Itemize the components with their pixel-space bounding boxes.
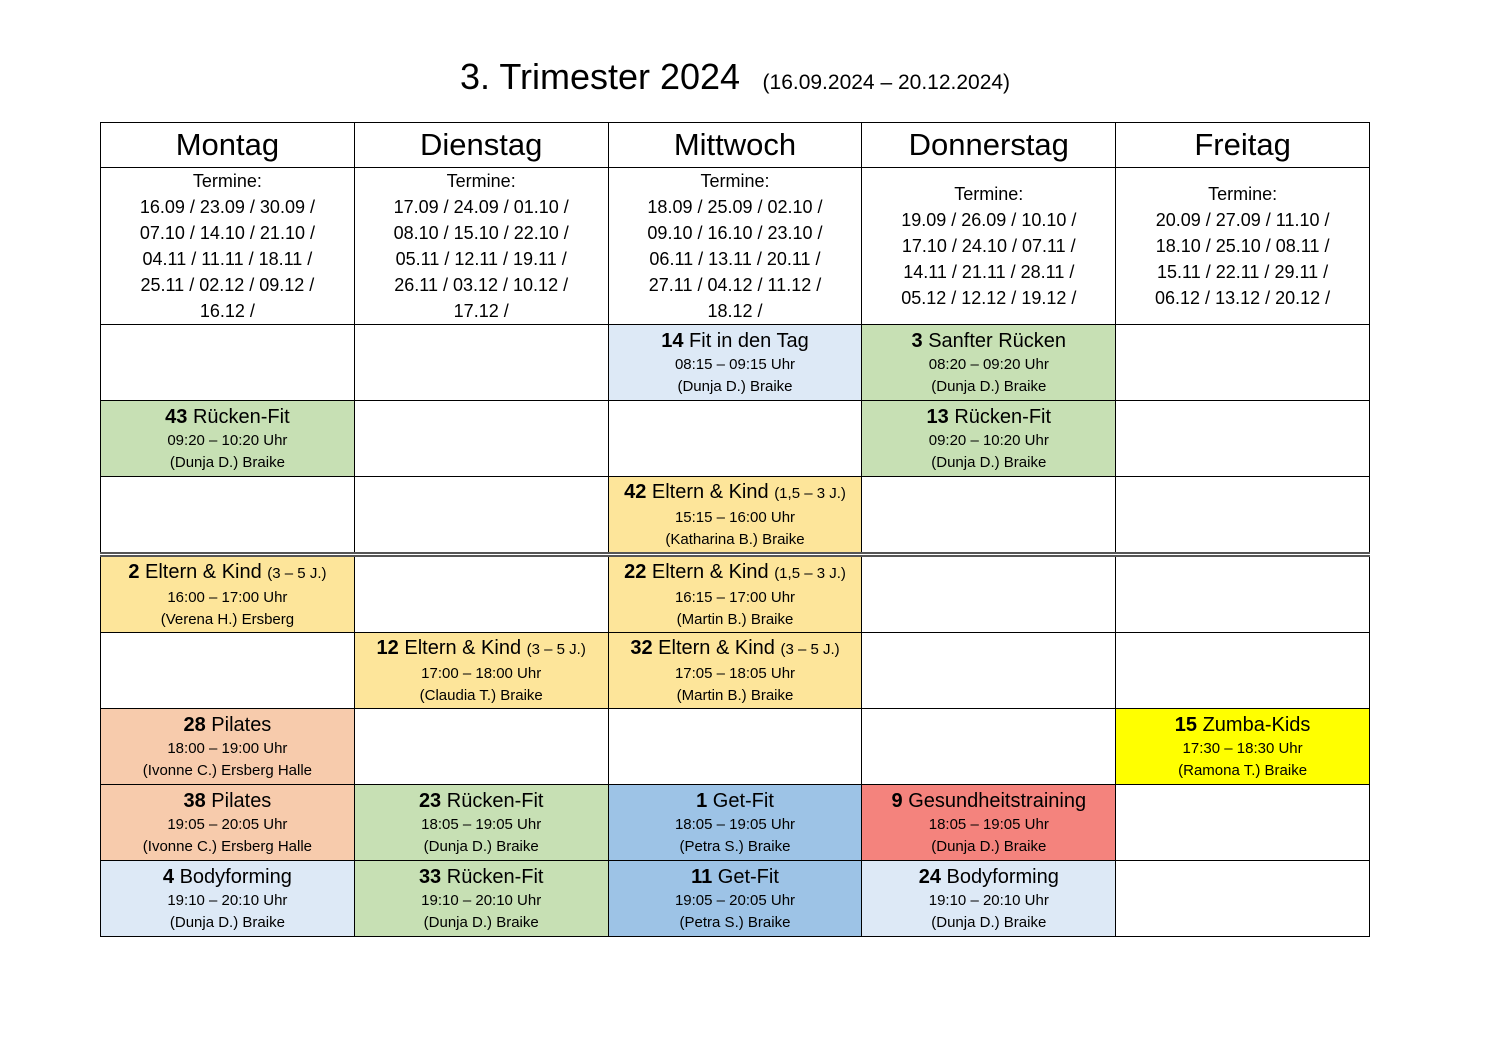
course-title — [101, 712, 354, 738]
course-instructor: (Dunja D.) Braike — [677, 377, 793, 395]
empty-slot-cell — [354, 709, 608, 785]
dates-cell-dienstag — [354, 168, 608, 325]
course-name: Pilates — [211, 713, 272, 736]
course-time: 19:05 – 20:05 Uhr — [674, 891, 796, 909]
course-cell — [608, 477, 862, 555]
course-cell — [354, 633, 608, 709]
dates-list: 16.09 / 23.09 / 30.09 / 07.10 / 14.10 / 21.10 / 04.11 / 11.11 / 18.11 / 25.11 / 02.12 / 09.12 / 16.12 / — [139, 197, 315, 321]
course-title — [609, 559, 862, 587]
empty-slot-cell — [1116, 555, 1370, 633]
course-cell — [101, 401, 355, 477]
dates-list: 20.09 / 27.09 / 11.10 / 18.10 / 25.10 / 08.11 / 15.11 / 22.11 / 29.11 / 06.12 / 13.12 / 20.12 / — [1155, 210, 1331, 308]
course-time: 18:00 – 19:00 Uhr — [167, 739, 288, 757]
course-time: 19:05 – 20:05 Uhr — [167, 815, 288, 833]
empty-slot-cell — [862, 633, 1116, 709]
dates-list: 18.09 / 25.09 / 02.10 / 09.10 / 16.10 / 23.10 / 06.11 / 13.11 / 20.11 / 27.11 / 04.12 / 11.12 / 18.12 / — [647, 197, 823, 321]
course-number: 1 — [696, 789, 708, 812]
trimester-title: 3. Trimester 2024 — [459, 56, 741, 97]
course-time: 17:05 – 18:05 Uhr — [674, 664, 796, 682]
empty-slot-cell — [354, 401, 608, 477]
time-slot-row — [101, 477, 1370, 555]
dates-label: Termine: — [446, 171, 516, 191]
course-number: 33 — [418, 865, 442, 888]
course-name: Bodyforming — [946, 865, 1059, 888]
course-cell — [608, 785, 862, 861]
course-number: 14 — [661, 329, 684, 352]
course-name: Eltern & Kind — [404, 636, 522, 659]
day-header-freitag: Freitag — [1116, 123, 1370, 168]
course-instructor: (Dunja D.) Braike — [169, 913, 285, 931]
course-instructor: (Dunja D.) Braike — [423, 913, 539, 931]
dates-label: Termine: — [700, 171, 770, 191]
course-time: 17:30 – 18:30 Uhr — [1182, 739, 1303, 757]
course-title — [101, 404, 354, 430]
schedule-body — [101, 325, 1370, 937]
course-age-range: (1,5 – 3 J.) — [774, 484, 846, 502]
course-title — [355, 864, 608, 890]
course-title — [862, 404, 1115, 430]
dates-cell-donnerstag — [862, 168, 1116, 325]
course-cell — [862, 325, 1116, 401]
dates-cell-freitag — [1116, 168, 1370, 325]
course-instructor: (Dunja D.) Braike — [931, 377, 1047, 395]
empty-slot-cell — [1116, 401, 1370, 477]
empty-slot-cell — [608, 401, 862, 477]
course-cell — [1116, 709, 1370, 785]
empty-slot-cell — [1116, 785, 1370, 861]
course-name: Get-Fit — [712, 789, 774, 812]
empty-slot-cell — [354, 555, 608, 633]
course-name: Sanfter Rücken — [928, 329, 1067, 352]
course-number: 22 — [624, 560, 647, 583]
empty-slot-cell — [354, 325, 608, 401]
course-time: 16:15 – 17:00 Uhr — [674, 588, 796, 606]
course-instructor: (Dunja D.) Braike — [423, 837, 539, 855]
empty-slot-cell — [101, 633, 355, 709]
course-cell — [101, 709, 355, 785]
course-title — [101, 864, 354, 890]
course-name: Bodyforming — [179, 865, 292, 888]
course-title — [609, 635, 862, 663]
course-number: 43 — [165, 405, 188, 428]
course-name: Eltern & Kind — [651, 560, 769, 583]
course-number: 23 — [418, 789, 442, 812]
course-title — [1116, 712, 1369, 738]
course-time: 18:05 – 19:05 Uhr — [421, 815, 542, 833]
course-time: 09:20 – 10:20 Uhr — [928, 431, 1049, 449]
course-title — [862, 328, 1115, 354]
dates-label: Termine: — [1208, 184, 1278, 204]
course-title — [609, 479, 862, 507]
course-instructor: (Katharina B.) Braike — [665, 530, 805, 548]
time-slot-row — [101, 861, 1370, 937]
course-name: Pilates — [211, 789, 272, 812]
course-name: Rücken-Fit — [446, 865, 544, 888]
course-name: Rücken-Fit — [192, 405, 290, 428]
course-number: 11 — [691, 865, 713, 888]
dates-list: 19.09 / 26.09 / 10.10 / 17.10 / 24.10 / 07.11 / 14.11 / 21.11 / 28.11 / 05.12 / 12.12 / 19.12 / — [901, 210, 1077, 308]
course-age-range: (3 – 5 J.) — [526, 640, 586, 658]
dates-row — [101, 168, 1370, 325]
trimester-date-range: (16.09.2024 – 20.12.2024) — [762, 71, 1011, 94]
course-title — [609, 864, 862, 890]
course-cell — [608, 633, 862, 709]
empty-slot-cell — [101, 325, 355, 401]
empty-slot-cell — [1116, 477, 1370, 555]
course-cell — [608, 325, 862, 401]
dates-cell-montag — [101, 168, 355, 325]
day-header-dienstag: Dienstag — [354, 123, 608, 168]
dates-label: Termine: — [192, 171, 262, 191]
course-time: 19:10 – 20:10 Uhr — [167, 891, 288, 909]
empty-slot-cell — [1116, 633, 1370, 709]
empty-slot-cell — [101, 477, 355, 555]
time-slot-row — [101, 555, 1370, 633]
dates-cell-mittwoch — [608, 168, 862, 325]
time-slot-row — [101, 401, 1370, 477]
course-time: 08:15 – 09:15 Uhr — [674, 355, 796, 373]
course-cell — [101, 555, 355, 633]
course-name: Get-Fit — [717, 865, 779, 888]
empty-slot-cell — [1116, 861, 1370, 937]
course-title — [101, 559, 354, 587]
course-instructor: (Ramona T.) Braike — [1178, 761, 1308, 779]
course-time: 17:00 – 18:00 Uhr — [421, 664, 542, 682]
course-time: 08:20 – 09:20 Uhr — [928, 355, 1049, 373]
course-time: 15:15 – 16:00 Uhr — [674, 508, 796, 526]
course-instructor: (Petra S.) Braike — [679, 837, 791, 855]
course-cell — [354, 861, 608, 937]
course-instructor: (Petra S.) Braike — [679, 913, 791, 931]
course-instructor: (Dunja D.) Braike — [931, 837, 1047, 855]
course-time: 18:05 – 19:05 Uhr — [674, 815, 796, 833]
course-name: Eltern & Kind — [651, 480, 769, 503]
course-instructor: (Martin B.) Braike — [676, 610, 794, 628]
course-number: 13 — [926, 405, 949, 428]
course-instructor: (Dunja D.) Braike — [931, 913, 1047, 931]
empty-slot-cell — [354, 477, 608, 555]
course-name: Zumba-Kids — [1202, 713, 1311, 736]
course-number: 15 — [1174, 713, 1198, 736]
course-name: Eltern & Kind — [145, 560, 262, 583]
course-name: Gesundheitstraining — [908, 789, 1087, 812]
course-number: 12 — [376, 636, 399, 659]
time-slot-row — [101, 633, 1370, 709]
page-title — [0, 56, 1470, 98]
weekday-header-row — [101, 123, 1370, 168]
course-title — [609, 328, 862, 354]
course-title — [355, 635, 608, 663]
course-name: Rücken-Fit — [446, 789, 544, 812]
empty-slot-cell — [862, 555, 1116, 633]
day-header-mittwoch: Mittwoch — [608, 123, 862, 168]
time-slot-row — [101, 709, 1370, 785]
course-name: Fit in den Tag — [689, 329, 809, 352]
course-title — [355, 788, 608, 814]
course-number: 9 — [891, 789, 903, 812]
course-cell — [608, 555, 862, 633]
course-age-range: (3 – 5 J.) — [780, 640, 840, 658]
course-cell — [354, 785, 608, 861]
empty-slot-cell — [862, 477, 1116, 555]
course-title — [101, 788, 354, 814]
empty-slot-cell — [608, 709, 862, 785]
course-cell — [862, 861, 1116, 937]
dates-list: 17.09 / 24.09 / 01.10 / 08.10 / 15.10 / 22.10 / 05.11 / 12.11 / 19.11 / 26.11 / 03.12 / 10.12 / 17.12 / — [393, 197, 569, 321]
course-number: 2 — [128, 560, 140, 583]
course-number: 3 — [911, 329, 923, 352]
time-slot-row — [101, 785, 1370, 861]
course-title — [609, 788, 862, 814]
course-instructor: (Dunja D.) Braike — [169, 453, 285, 471]
course-title — [862, 788, 1115, 814]
dates-label: Termine: — [954, 184, 1024, 204]
course-number: 4 — [162, 865, 175, 888]
course-cell — [101, 785, 355, 861]
course-cell — [862, 785, 1116, 861]
course-schedule-table — [100, 122, 1370, 937]
time-slot-row — [101, 325, 1370, 401]
course-instructor: (Martin B.) Braike — [676, 686, 794, 704]
course-cell — [608, 861, 862, 937]
course-instructor: (Claudia T.) Braike — [419, 686, 543, 704]
course-instructor: (Ivonne C.) Ersberg Halle — [142, 837, 313, 855]
course-instructor: (Verena H.) Ersberg — [160, 610, 295, 628]
course-time: 19:10 – 20:10 Uhr — [928, 891, 1049, 909]
day-header-donnerstag: Donnerstag — [862, 123, 1116, 168]
course-age-range: (1,5 – 3 J.) — [774, 564, 846, 582]
course-number: 42 — [624, 480, 647, 503]
course-name: Rücken-Fit — [954, 405, 1052, 428]
course-time: 09:20 – 10:20 Uhr — [167, 431, 288, 449]
course-cell — [101, 861, 355, 937]
course-time: 16:00 – 17:00 Uhr — [167, 588, 288, 606]
course-title — [862, 864, 1115, 890]
course-instructor: (Dunja D.) Braike — [931, 453, 1047, 471]
course-number: 32 — [630, 636, 653, 659]
course-instructor: (Ivonne C.) Ersberg Halle — [142, 761, 313, 779]
course-time: 19:10 – 20:10 Uhr — [421, 891, 542, 909]
course-cell — [862, 401, 1116, 477]
empty-slot-cell — [1116, 325, 1370, 401]
course-number: 38 — [183, 789, 206, 812]
course-name: Eltern & Kind — [658, 636, 775, 659]
course-number: 28 — [183, 713, 206, 736]
empty-slot-cell — [862, 709, 1116, 785]
course-time: 18:05 – 19:05 Uhr — [928, 815, 1049, 833]
day-header-montag: Montag — [101, 123, 355, 168]
course-number: 24 — [918, 865, 941, 888]
course-age-range: (3 – 5 J.) — [267, 564, 327, 582]
